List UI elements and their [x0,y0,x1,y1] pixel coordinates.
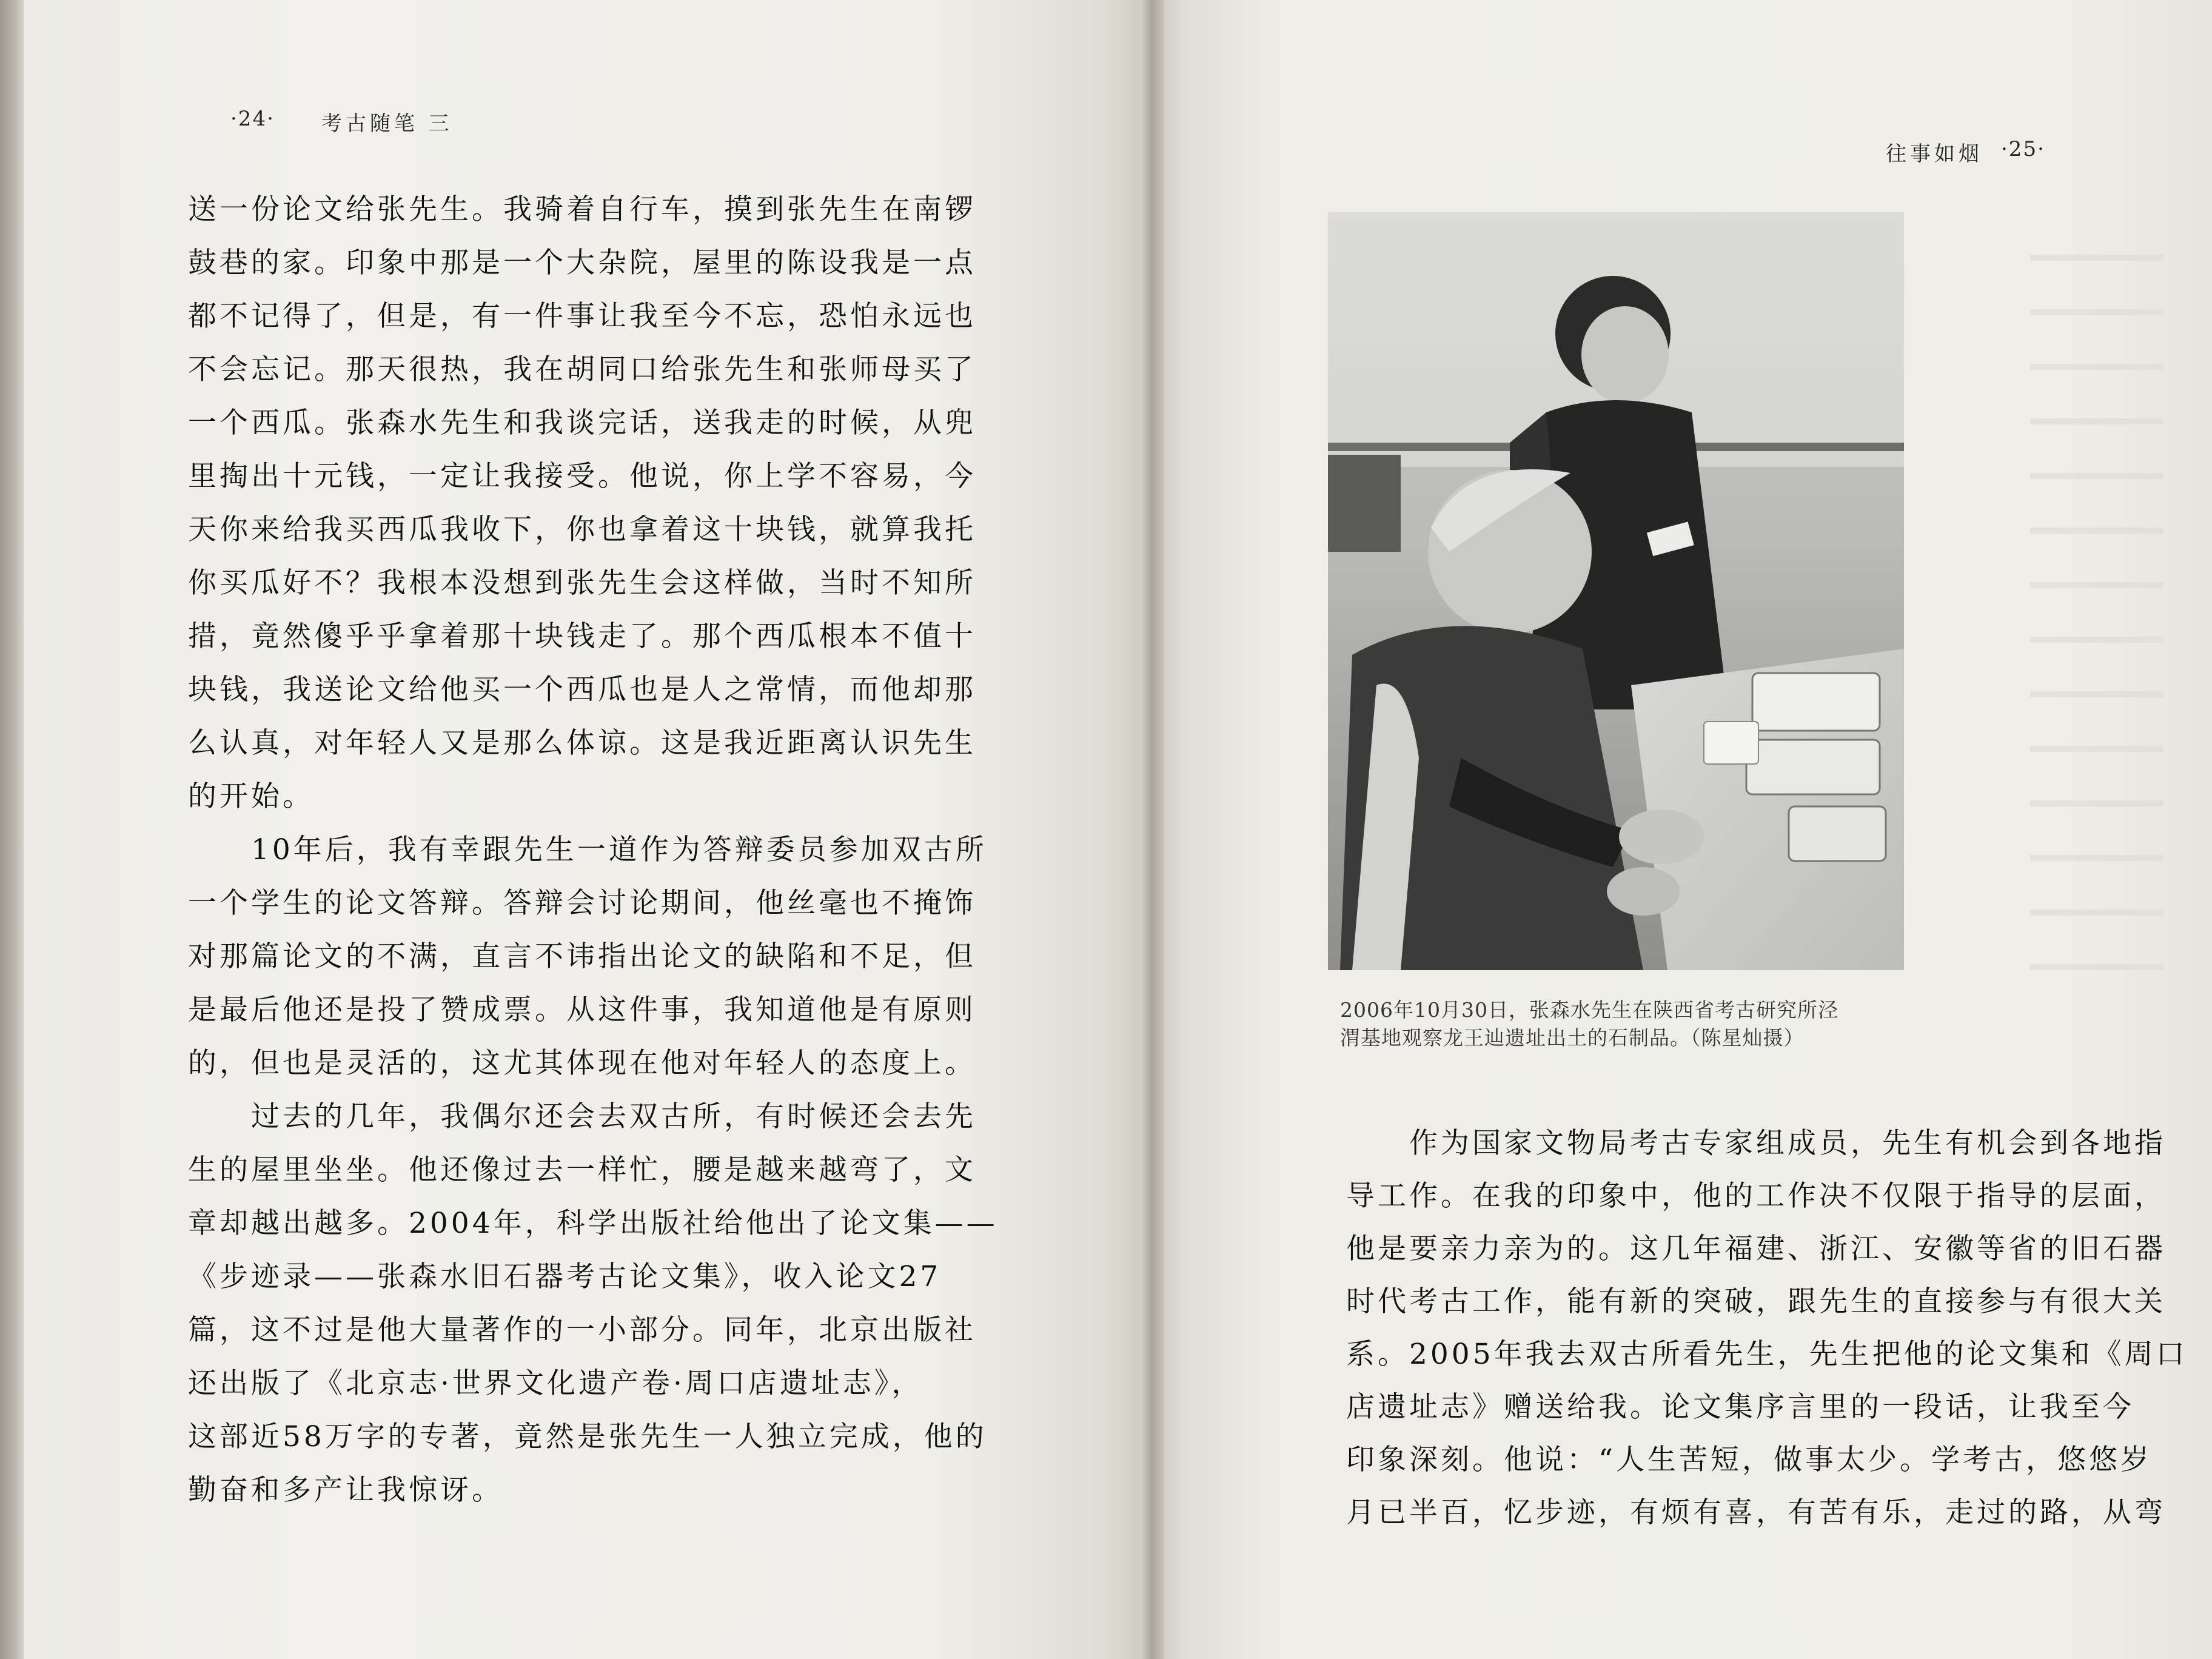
text-line: 店遗址志》赠送给我。论文集序言里的一段话，让我至今 [1346,1390,2134,1424]
bleed-through-text [2030,218,2163,1007]
photo-illustration [1328,212,1904,970]
text-line: 他是要亲力亲为的。这几年福建、浙江、安徽等省的旧石器 [1346,1232,2166,1265]
text-line: 块钱，我送论文给他买一个西瓜也是人之常情，而他却那 [188,673,976,706]
book-gutter [1140,0,1164,1659]
text-line: 过去的几年，我偶尔还会去双古所，有时候还会去先 [188,1100,976,1133]
text-line: 月已半百，忆步迹，有烦有喜，有苦有乐，走过的路，从弯 [1346,1496,2166,1529]
text-line: 不会忘记。那天很热，我在胡同口给张先生和张师母买了 [188,353,976,386]
right-running-head: 往事如烟 [1886,142,1983,166]
photo [1328,212,1904,970]
text-line: 还出版了《北京志·世界文化遗产卷·周口店遗址志》， [188,1367,923,1400]
text-line: 都不记得了，但是，有一件事让我至今不忘，恐怕永远也 [188,300,976,333]
text-line: 章却越出越多。2004年，科学出版社给他出了论文集—— [188,1207,998,1240]
book-edge [0,0,27,1659]
text-line: 送一份论文给张先生。我骑着自行车，摸到张先生在南锣 [188,193,976,226]
text-line: 勤奋和多产让我惊讶。 [188,1473,503,1507]
text-line: 生的屋里坐坐。他还像过去一样忙，腰是越来越弯了，文 [188,1153,976,1187]
text-line: 时代考古工作，能有新的突破，跟先生的直接参与有很大关 [1346,1285,2166,1318]
text-line: 系。2005年我去双古所看先生，先生把他的论文集和《周口 [1346,1338,2188,1371]
text-line: 一个西瓜。张森水先生和我谈完话，送我走的时候，从兜 [188,406,976,440]
text-line: 导工作。在我的印象中，他的工作决不仅限于指导的层面， [1346,1179,2166,1213]
text-line: 印象深刻。他说：“人生苦短，做事太少。学考古，悠悠岁 [1346,1443,2153,1476]
text-line: 的开始。 [188,780,314,813]
text-line: 对那篇论文的不满，直言不讳指出论文的缺陷和不足，但 [188,940,976,973]
text-line: 10年后，我有幸跟先生一道作为答辩委员参加双古所 [188,833,987,866]
text-line: 里掏出十元钱，一定让我接受。他说，你上学不容易，今 [188,460,976,493]
left-running-head: 考古随笔 三 [321,112,453,136]
photo-caption-line: 渭基地观察龙王辿遗址出土的石制品。（陈星灿摄） [1340,1026,1805,1050]
photo-caption-line: 2006年10月30日，张森水先生在陕西省考古研究所泾 [1340,998,1838,1022]
text-line: 《步迹录——张森水旧石器考古论文集》，收入论文27 [188,1260,942,1293]
text-line: 天你来给我买西瓜我收下，你也拿着这十块钱，就算我托 [188,513,976,546]
right-page-number: ·25· [2001,137,2045,161]
text-line: 鼓巷的家。印象中那是一个大杂院，屋里的陈设我是一点 [188,246,976,280]
left-page-number: ·24· [230,107,275,131]
text-line: 的，但也是灵活的，这尤其体现在他对年轻人的态度上。 [188,1047,976,1080]
text-line: 么认真，对年轻人又是那么体谅。这是我近距离认识先生 [188,726,976,760]
text-line: 是最后他还是投了赞成票。从这件事，我知道他是有原则 [188,993,976,1027]
text-line: 这部近58万字的专著，竟然是张先生一人独立完成，他的 [188,1420,987,1453]
text-line: 一个学生的论文答辩。答辩会讨论期间，他丝毫也不掩饰 [188,886,976,920]
text-line: 措，竟然傻乎乎拿着那十块钱走了。那个西瓜根本不值十 [188,620,976,653]
text-line: 你买瓜好不？我根本没想到张先生会这样做，当时不知所 [188,566,976,600]
text-line: 篇，这不过是他大量著作的一小部分。同年，北京出版社 [188,1313,976,1347]
text-line: 作为国家文物局考古专家组成员，先生有机会到各地指 [1346,1127,2166,1160]
